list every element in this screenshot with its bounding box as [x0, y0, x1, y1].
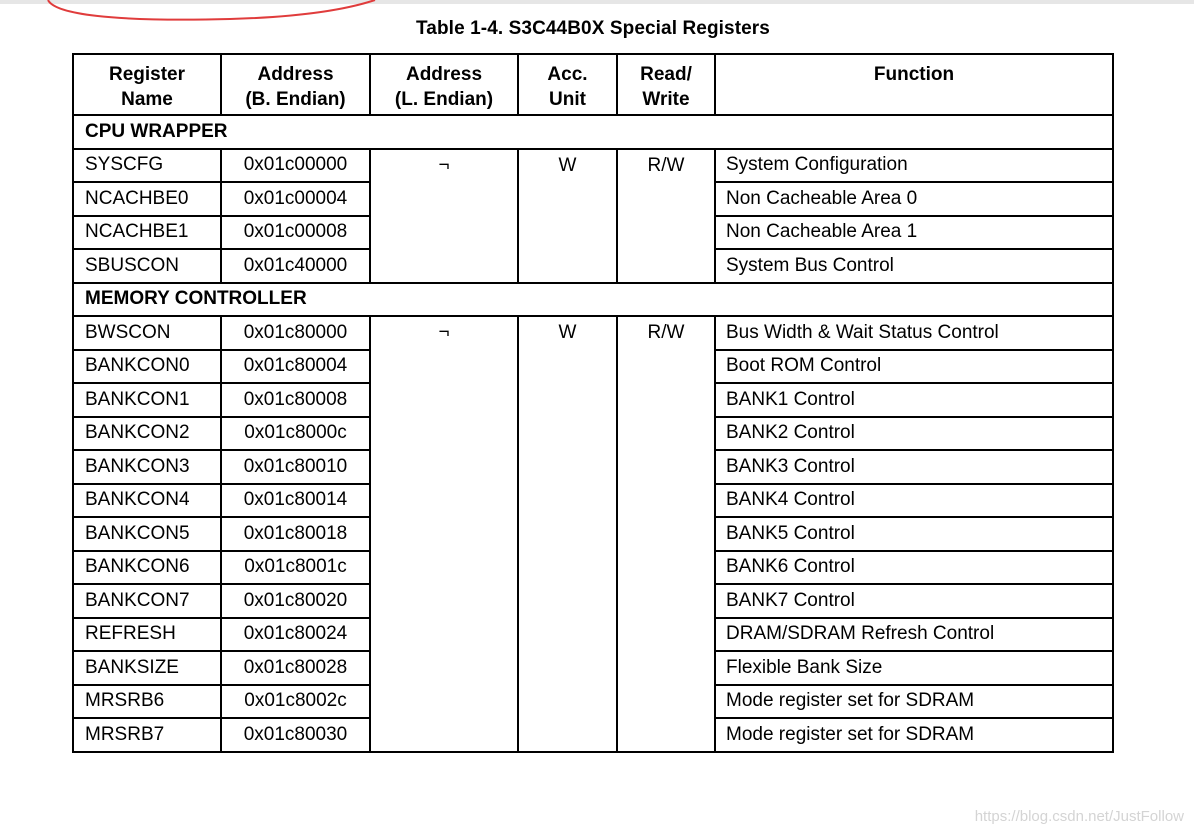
register-name: MRSRB6: [73, 685, 221, 719]
section-row: [73, 283, 1113, 317]
header-address-big-endian: Address (B. Endian): [221, 54, 370, 115]
register-name: NCACHBE0: [73, 182, 221, 216]
register-function: Mode register set for SDRAM: [715, 685, 1113, 719]
register-function: System Configuration: [715, 149, 1113, 183]
register-name: BANKCON2: [73, 417, 221, 451]
watermark: https://blog.csdn.net/JustFollow: [974, 808, 1184, 825]
read-write-cell: R/W: [617, 149, 715, 283]
register-address: 0x01c80004: [221, 350, 370, 384]
register-name: SBUSCON: [73, 249, 221, 283]
register-function: BANK7 Control: [715, 584, 1113, 618]
table-caption: Table 1-4. S3C44B0X Special Registers: [416, 18, 770, 39]
register-name: REFRESH: [73, 618, 221, 652]
register-address: 0x01c80020: [221, 584, 370, 618]
register-address: 0x01c80008: [221, 383, 370, 417]
register-name: BANKCON0: [73, 350, 221, 384]
register-address: 0x01c80030: [221, 718, 370, 752]
register-function: BANK1 Control: [715, 383, 1113, 417]
register-function: BANK5 Control: [715, 517, 1113, 551]
register-address: 0x01c00000: [221, 149, 370, 183]
register-name: BANKCON3: [73, 450, 221, 484]
header-register-name: Register Name: [73, 54, 221, 115]
header-read-write: Read/ Write: [617, 54, 715, 115]
register-address: 0x01c00008: [221, 216, 370, 250]
table-header-row: [73, 54, 1113, 115]
register-name: BANKCON5: [73, 517, 221, 551]
register-function: Boot ROM Control: [715, 350, 1113, 384]
register-name: BANKCON4: [73, 484, 221, 518]
register-function: System Bus Control: [715, 249, 1113, 283]
register-name: SYSCFG: [73, 149, 221, 183]
section-title: MEMORY CONTROLLER: [73, 283, 1113, 317]
register-address: 0x01c80028: [221, 651, 370, 685]
register-address: 0x01c8002c: [221, 685, 370, 719]
register-address: 0x01c8000c: [221, 417, 370, 451]
section-row: [73, 115, 1113, 149]
l-endian-cell: ¬: [370, 316, 518, 752]
l-endian-cell: ¬: [370, 149, 518, 283]
section-title: CPU WRAPPER: [73, 115, 1113, 149]
register-function: Non Cacheable Area 1: [715, 216, 1113, 250]
register-name: BWSCON: [73, 316, 221, 350]
register-function: DRAM/SDRAM Refresh Control: [715, 618, 1113, 652]
register-address: 0x01c8001c: [221, 551, 370, 585]
special-registers-table: [72, 53, 1114, 753]
register-address: 0x01c80010: [221, 450, 370, 484]
register-function: BANK2 Control: [715, 417, 1113, 451]
register-address: 0x01c80018: [221, 517, 370, 551]
register-function: Mode register set for SDRAM: [715, 718, 1113, 752]
register-function: Flexible Bank Size: [715, 651, 1113, 685]
acc-unit-cell: W: [518, 316, 617, 752]
register-name: BANKCON7: [73, 584, 221, 618]
register-function: Bus Width & Wait Status Control: [715, 316, 1113, 350]
register-name: NCACHBE1: [73, 216, 221, 250]
register-address: 0x01c00004: [221, 182, 370, 216]
register-address: 0x01c80024: [221, 618, 370, 652]
table-row: [73, 149, 1113, 183]
register-function: BANK4 Control: [715, 484, 1113, 518]
register-name: BANKSIZE: [73, 651, 221, 685]
register-address: 0x01c40000: [221, 249, 370, 283]
register-function: BANK6 Control: [715, 551, 1113, 585]
register-function: Non Cacheable Area 0: [715, 182, 1113, 216]
register-address: 0x01c80014: [221, 484, 370, 518]
register-function: BANK3 Control: [715, 450, 1113, 484]
header-acc-unit: Acc. Unit: [518, 54, 617, 115]
register-address: 0x01c80000: [221, 316, 370, 350]
register-name: MRSRB7: [73, 718, 221, 752]
header-address-little-endian: Address (L. Endian): [370, 54, 518, 115]
table-row: [73, 316, 1113, 350]
acc-unit-cell: W: [518, 149, 617, 283]
register-name: BANKCON1: [73, 383, 221, 417]
register-name: BANKCON6: [73, 551, 221, 585]
header-function: Function: [715, 54, 1113, 115]
read-write-cell: R/W: [617, 316, 715, 752]
